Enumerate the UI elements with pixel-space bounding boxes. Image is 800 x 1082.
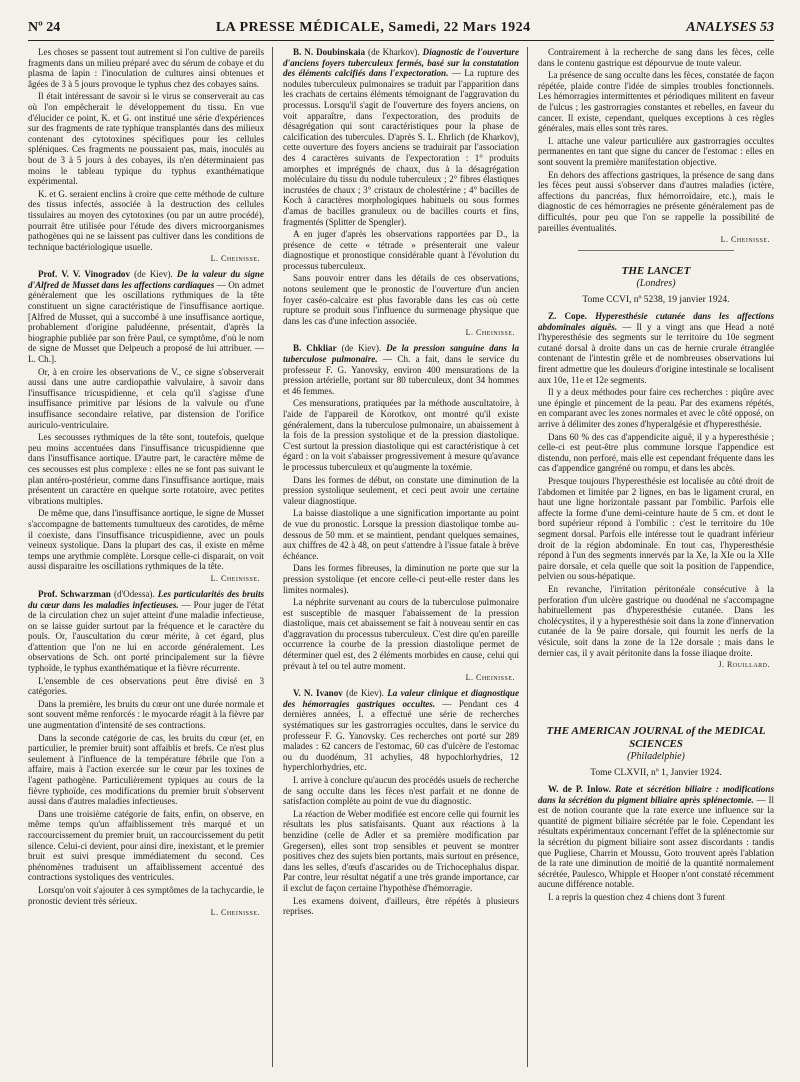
article-origin: (de Kiev).	[130, 269, 177, 280]
paragraph: Dans les formes fibreuses, la diminution ne porte que sur la pression systolique (et encore celle-ci peut-elle rester dans les limites normales).	[283, 563, 519, 595]
article-doubinskaia	[283, 47, 519, 227]
column-3	[538, 47, 774, 1067]
article-author: W. de P. Inlow.	[548, 784, 611, 795]
journal-name: THE AMERICAN JOURNAL of the MEDICAL SCIENCES	[546, 725, 766, 751]
column-1	[28, 47, 273, 1067]
article-ivanov	[283, 688, 519, 773]
paragraph: La présence de sang occulte dans les fèces, constatée de façon répétée, plaide contre l'idée de simples troubles fonctionnels. Les hémorragies intermittentes et périodiques militent en faveur de l'ulcus ; les gastrorragies constantes et rebelles, en faveur du cancer. Il existe, cependant, quelques exceptions à ces règles générales, mais elles sont très rares.	[538, 70, 774, 134]
article-title: De la pression sanguine dans la tuberculose pulmonaire.	[283, 343, 519, 365]
paragraph: Lorsqu'on voit s'ajouter à ces symptômes de la tachycardie, le pronostic devient très sérieux.	[28, 884, 264, 906]
article-title: Les particularités des bruits du cœur dans les maladies infectieuses.	[28, 588, 265, 610]
article-origin: (de Kharkov).	[365, 47, 423, 57]
article-title: Rate et sécrétion biliaire : modifications dans la sécrétion du pigment biliaire après splénectomie.	[538, 784, 774, 805]
columns	[28, 47, 774, 1067]
author-signature: L. Cheinisse.	[210, 573, 260, 583]
article-text: — On admet généralement que les oscillations rythmiques de la tête constituent un signe caractéristique de l'insuffisance aortique. [Alfred de Musset, qui a succombé à une insuffisance aortique, probablement d'origine paludéenne, présentait, d'après la biographie publiée par son frère Paul, ce symptôme, d'où le nom de signe de Musset que Delpeuch a proposé de lui attribuer. — L. Ch.].	[28, 279, 264, 365]
author-signature: L. Cheinisse.	[210, 254, 260, 264]
paragraph: Presque toujours l'hyperesthésie est localisée au côté droit de l'abdomen et limitée par 2 lignes, en bas le ligament crural, en haut une ligne horizontale passant par l'ombilic. Parfois elle affecte la forme d'une demi-ceinture haute de 5 cm. et dont le bord supérieur répond à l'ombilic : c'est le territoire du 10e segment dorsal. Parfois elle intéresse tout le quadrant inférieur droit de la région abdominale. En tout cas, l'hyperesthésie répond à l'un des segments innervés par la Xe, la XIe ou la XIIe paire dorsale, et cela quelle que soit la position de l'appendice, pelvien ou sous-hépatique.	[538, 476, 774, 582]
article-text: — La rupture des nodules tuberculeux pulmonaires se traduit par l'apparition dans les crachats de certains éléments témoignant de l'aggravation du processus. Lorsqu'il s'agit de l'ouverture des foyers anciens, on voit apparaître, dans l'expectoration, des produits de désagrégation qui sont caractéristiques pour la phase de calcification des tubercules. D'après S. L. Ehrlich (de Kharkov), cette ouverture des foyers anciens se traduirait par l'association des 4 caractères suivants de l'expectoration : 1° produits amorphes et imprégnés de chaux, dus à la désagrégation moléculaire du tissu du nodule tuberculeux ; 2° fibres élastiques incrustées de chaux ; 3° cristaux de cholestérine ; 4° bacilles de Koch à caractères morphologiques habituels ou sous formes d'amas de bacilles granuleux ou de bacilles courts et fins, fragmentés (Splitter de Spengler).	[283, 68, 519, 227]
paragraph: I. a repris la question chez 4 chiens dont 3 furent	[548, 892, 726, 903]
article-author: B. Chkliar	[293, 343, 337, 354]
article-text: — Ch. a fait, dans le service du professeur F. G. Yanovsky, environ 400 mensurations de la pression artérielle, portant sur 80 tuberculeux, dont 34 hommes et 46 femmes.	[283, 354, 520, 396]
paragraph: Or, à en croire les observations de V., ce signe s'observerait aussi dans une autre cardiopathie valvulaire, à savoir dans l'insuffisance tricuspidienne, et cela qu'il s'agisse d'une insuffisance primitive par lésions de la valvule ou d'une insuffisance secondaire relative, par distension de l'orifice auriculo-ventriculaire.	[28, 366, 264, 430]
paragraph: Contrairement à la recherche de sang dans les fèces, celle dans le contenu gastrique est dépourvue de toute valeur.	[538, 47, 774, 68]
paragraph: Dans 60 % des cas d'appendicite aiguë, il y a hyperesthésie ; celle-ci est peut-être plus commune lorsque l'appendice est distendu, non perforé, mais elle est cependant fréquente dans les cas d'appendice gangréné ou rompu, et dans les abcès.	[538, 431, 774, 474]
page-header	[28, 20, 774, 41]
paragraph: Les secousses rythmiques de la tête sont, toutefois, quelque peu moins accentuées dans l'insuffisance tricuspidienne que dans l'insuffisance aortique. D'autre part, le caractère même de ces secousses est plus complexe : elles ne se font pas suivant le plan antéro-postérieur, comme dans l'insuffisance aortique, mais présentent un caractère en quelque sorte rotatoire, avec petites vibrations multiples.	[28, 432, 264, 506]
paragraph: Dans la première, les bruits du cœur ont une durée normale et sont souvent même renforcés : le myocarde réagit à la fièvre par une augmentation d'intensité de ses contractions.	[28, 698, 264, 731]
journal-city: (Londres)	[636, 278, 676, 290]
section-divider	[578, 250, 734, 251]
article-origin: (d'Odessa).	[110, 588, 158, 599]
article-text: — Il est de notion courante que la rate exerce une influence sur la quantité de pigment biliaire sécrétée par le foie. Cependant les résultats expérimentaux concernant l'effet de la splénectomie sur la sécrétion du pigment biliaire sont assez discordants : tandis que Pugliese, Charrin et Moussu, Goto trouvent après l'ablation de la rate une diminution de moitié de la quantité normalement sécrétée, Paulesco, Whipple et Hooper n'ont constaté récemment aucune différence notable.	[538, 794, 774, 890]
issue-number: Nº 24	[28, 20, 61, 35]
paragraph: Ces mensurations, pratiquées par la méthode auscultatoire, à l'aide de l'appareil de Korotkov, ont montré qu'il existe généralement, dans la tuberculose pulmonaire, un abaissement à la fois de la pression systolique et de la pression diastolique. C'est surtout la pression diastolique qui est caractéristique à cet égard : on la voit s'abaisser progressivement à mesure qu'avance le processus tuberculeux et qu'augmente la toxémie.	[283, 398, 519, 472]
paragraph: L'ensemble de ces observations peut être divisé en 3 catégories.	[28, 675, 264, 697]
journal-city: (Philadelphie)	[627, 751, 685, 763]
author-signature: L. Cheinisse.	[720, 235, 770, 245]
article-cope	[538, 311, 774, 385]
publication-title: LA PRESSE MÉDICALE, Samedi, 22 Mars 1924	[215, 20, 531, 35]
article-author: B. N. Doubinskaia	[293, 47, 366, 57]
article-schwarzman	[28, 589, 264, 674]
journal-issue: Tome CCVI, nº 5238, 19 janvier 1924.	[582, 295, 730, 306]
paragraph: K. et G. seraient enclins à croire que cette méthode de culture des tissus infectés, associée à la destruction des cellules tissulaires au moyen des cytotoxines (ou par un autre procédé), pourrait être utilisée pour l'étude des divers microorganismes pathogènes qui ne se laissent pas cultiver dans les conditions de technique bactériologique usuelle.	[28, 188, 264, 252]
article-origin: (de Kiev).	[342, 688, 388, 699]
article-origin: (de Kiev).	[336, 343, 387, 354]
paragraph: La réaction de Weber modifiée est encore celle qui fournit les résultats les plus satisfaisants. Quant aux réactions à la benzidine (celle de Adler et sa première modification par Gregersen), elles sont trop sensibles et peuvent se montrer positives chez des sujets bien portants, mais surtout en présence, dans les selles, d'œufs d'ascarides ou de Trichocephalus dispar. Par contre, leur résultat négatif a une très grande importance, car il exclut de façon certaine l'hypothèse d'hémorragie.	[283, 808, 519, 893]
article-vinogradov	[28, 269, 264, 364]
paragraph: A en juger d'après les observations rapportées par D., la présence de cette « tétrade » présenterait une valeur diagnostique et pronostique considérable quant à l'évolution du processus tuberculeux.	[283, 229, 519, 271]
paragraph: Les choses se passent tout autrement si l'on cultive de pareils fragments dans un milieu préparé avec du sérum de cobaye et du plasma de lapin : l'inoculation de cultures ainsi obtenues et âgées de 3 à 5 jours provoque le typhus chez des cobayes sains.	[28, 47, 264, 89]
author-signature: L. Cheinisse.	[465, 673, 515, 683]
paragraph: Dans la seconde catégorie de cas, les bruits du cœur (et, en particulier, le premier bruit) sont affaiblis et brefs. Ce n'est plus seulement à l'influence de la température fébrile que l'on a affaire, mais à l'action exercée sur le cœur par les toxines de l'agent pathogène. Particulièrement typiques au cours de la fièvre typhoïde, ces modifications du premier bruit s'observent aussi dans d'autres maladies infectieuses.	[28, 732, 264, 807]
author-signature: L. Cheinisse.	[465, 328, 515, 338]
journal-heading-lancet	[538, 265, 774, 289]
article-text: — Pendant ces 4 dernières années, I. a effectué une série de recherches systématiques sur les gastrorragies occultes, dans le service du professeur F. G. Yanovsky. Ces recherches ont porté sur 289 malades : 62 cancers de l'estomac, 60 cas d'ulcère de l'estomac ou du duodénum, 31 achylies, 48 hypochlorhydries, 12 hyperchlorhydries, etc.	[283, 698, 519, 773]
article-title: De la valeur du signe d'Alfred de Musset dans les affections cardiaques	[28, 269, 264, 290]
paragraph: Dans les formes de début, on constate une diminution de la pression systolique seulement, et ceci peut avoir une certaine valeur diagnostique.	[283, 474, 519, 506]
paragraph: La baisse diastolique a une signification importante au point de vue du pronostic. Lorsque la pression diastolique tombe au-dessous de 50 mm. et se maintient, pendant quelques semaines, aux chiffres de 42 à 48, on peut s'attendre à l'issue fatale à brève échéance.	[283, 508, 519, 561]
paragraph: En dehors des affections gastriques, la présence de sang dans les fèces peut aussi s'observer dans d'autres maladies (ictère, affections du pancréas, flux hémorroïdaire, etc.), mais le diagnostic de ces hémorragies ne présente généralement pas de difficultés, pour peu que l'on se rappelle la possibilité de pareilles éventualités.	[538, 169, 774, 233]
article-chkliar	[283, 343, 519, 396]
paragraph: Il y a deux méthodes pour faire ces recherches : piqûre avec une épingle et pincement de la peau. Par des examens répétés, en comparant avec les zones normales et avec le côté opposé, on arrive à délimiter des zones d'hyperalgésie et d'hyperesthésie.	[538, 387, 774, 430]
journal-name: THE LANCET	[621, 265, 691, 278]
paragraph: En revanche, l'irritation péritonéale consécutive à la perforation d'un ulcère gastrique ou duodénal ne s'accompagne habituellement pas d'hyperesthésie cutanée. Dans les cholécystites, il y a hyperesthésie soit dans la zone d'innervation cutanée de la 9e paire dorsale, qui fournit les nerfs de la vésicule, soit dans la zone de la 12e dorsale ; mais dans le dernier cas, il y avait péritonite dans la fosse iliaque droite.	[538, 583, 774, 658]
paragraph: Sans pouvoir entrer dans les détails de ces observations, notons seulement que le pronostic de l'ouverture d'un ancien foyer caséo-calcaire est plus favorable dans les cas où cette rupture se produit sous l'influence du surmenage physique que dans les cas d'une infection associée.	[283, 273, 519, 326]
spacer	[538, 675, 774, 711]
article-title: Diagnostic de l'ouverture d'anciens foyers tuberculeux fermés, basé sur la constatation des éléments calcifiés dans l'expectoration.	[283, 47, 519, 79]
paragraph: Les examens doivent, d'ailleurs, être répétés à plusieurs reprises.	[283, 895, 519, 917]
article-author: Prof. V. V. Vinogradov	[38, 269, 131, 280]
article-author: Prof. Schwarzman	[38, 588, 111, 599]
article-text: — Il y a vingt ans que Head a noté l'hyperesthésie des segments sur le territoire du 10e segment cutané dorsal à droite dans un cas de hernie crurale étranglée contenant de l'intestin grêle et de nombreuses observations lui firent admettre que les douleurs d'origine intestinale se localisent aux 10e, 11e et 12e segments.	[538, 321, 774, 385]
article-title: La valeur clinique et diagnostique des hémorragies gastriques occultes.	[283, 688, 519, 709]
article-text: — Pour juger de l'état de la circulation chez un sujet atteint d'une maladie infectieuse, on se laisse guider surtout par la fréquence et le caractère du pouls. Or, l'auscultation du cœur mérite, à cet égard, plus d'attention que l'on ne lui en accorde généralement. Les observations de Sch. ont porté principalement sur la fièvre typhoïde, le typhus exanthématique et la fièvre récurrente.	[28, 599, 265, 674]
article-inlow	[538, 784, 774, 890]
column-2	[283, 47, 528, 1067]
paragraph: Dans une troisième catégorie de faits, enfin, on observe, en même temps qu'un affaiblissement très marqué et un raccourcissement du premier bruit, un raccourcissement du petit silence. Celui-ci devient, pour ainsi dire, inexistant, et le premier bruit est suivi presque immédiatement du second. Ces phénomènes traduisent un affaiblissement accentué des contractions systoliques des ventricules.	[28, 808, 264, 883]
article-author: Z. Cope.	[548, 311, 587, 322]
paragraph: I. attache une valeur particulière aux gastrorragies occultes permanentes en tant que signe du cancer de l'estomac : elles en sont souvent la première manifestation objective.	[538, 135, 774, 167]
article-author: V. N. Ivanov	[293, 688, 343, 699]
section-title: ANALYSES 53	[686, 20, 774, 35]
paragraph: Il était intéressant de savoir si le virus se conserverait au cas où l'on empêcherait le développement du tissu. En vue d'élucider ce point, K. et G. ont institué une série d'expériences sur des fragments de rate typhique transplantés dans des milieux contenant des cytotoxines spécifiques pour les cellules spléniques. Ces fragments ne poussaient pas, mais, inoculés au bout de 3 à 5 jours à des cobayes, ils n'en déterminaient pas moins le tableau typique du typhus exanthématique expérimental.	[28, 91, 264, 187]
paragraph: La néphrite survenant au cours de la tuberculose pulmonaire est susceptible de masquer l'abaissement de la pression diastolique, mais cet abaissement se fait à nouveau sentir en cas d'aggravation du processus tuberculeux. C'est dire qu'en pareille occurrence la courbe de la pression diastolique permet de déterminer quel est, des 2 éléments morbides en cause, celui qui prévaut à tel ou tel autre moment.	[283, 597, 519, 671]
author-signature: L. Cheinisse.	[210, 908, 260, 918]
paragraph: I. arrive à conclure qu'aucun des procédés usuels de recherche de sang occulte dans les fèces n'est parfait et ne donne de satisfaction complète au point de vue du diagnostic.	[283, 775, 519, 807]
article-title: Hyperesthésie cutanée dans les affections abdominales aiguës.	[538, 311, 774, 332]
journal-heading-ajms	[538, 725, 774, 762]
paragraph: De même que, dans l'insuffisance aortique, le signe de Musset s'accompagne de battements tumultueux des carotides, de même il coexiste, dans l'insuffisance tricuspidienne, avec un pouls veineux systolique. Dans la plupart des cas, il existe en même temps une arythmie complète. Lorsque celle-ci disparait, on voit aussi disparaitre les oscillations rythmiques de la tête.	[28, 508, 264, 572]
journal-issue: Tome CLXVII, nº 1, Janvier 1924.	[590, 768, 722, 779]
author-signature: J. Rouillard.	[718, 660, 770, 670]
